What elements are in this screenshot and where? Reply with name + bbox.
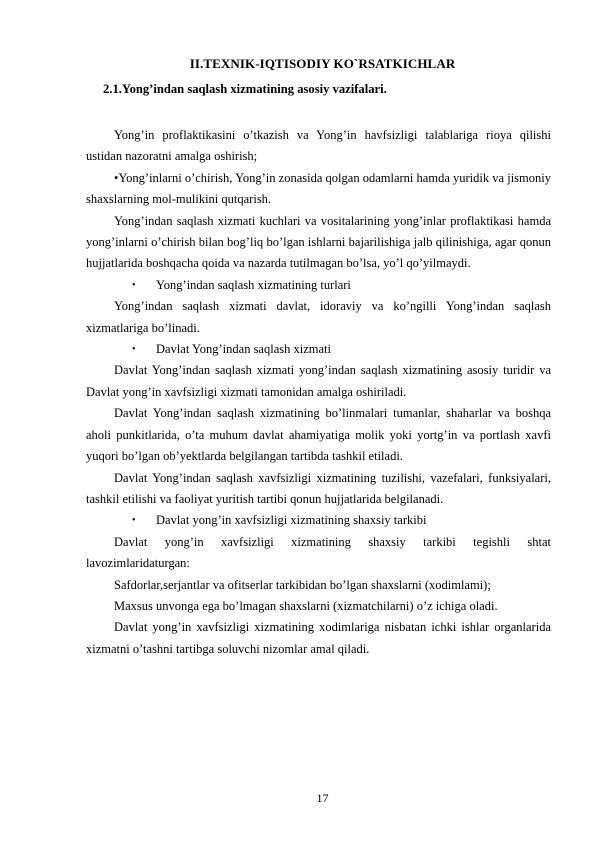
section-heading: II.TEXNIK-IQTISODIY KO`RSATKICHLAR (189, 56, 456, 71)
bullet-text: Yong’indan saqlash xizmatining turlari (156, 277, 351, 292)
paragraph: Safdorlar,serjantlar va ofitserlar tarkibidan bo’lgan shaxslarni (xodimlami); (114, 577, 491, 592)
bullet-item (86, 339, 551, 360)
paragraph: Maxsus unvonga ega bo’lmagan shaxslarni (xizmatchilarni) o’z ichiga oladi. (114, 598, 498, 613)
paragraph: Yong’in proflaktikasini o’tkazish va Yong’in havfsizligi talablariga rioya qilishi ustidan nazoratni amalga oshirish; (86, 128, 551, 164)
bullet-text: Davlat Yong’indan saqlash xizmati (156, 342, 331, 357)
paragraph: Davlat Yong’indan saqlash xavfsizligi xizmatining tuzilishi, vazefalari, funksiyalari, tashkil etilishi va faoliyat yuritish tartibi qonun hujjatlarida belgilanadi. (86, 470, 551, 506)
bullet-icon: • (132, 515, 136, 527)
paragraph: Yong’indan saqlash xizmati davlat, idoraviy va ko’ngilli Yong’indan saqlash xizmatlariga bo’linadi. (86, 299, 551, 335)
subsection-heading: 2.1.Yong’indan saqlash xizmatining asosiy vazifalari. (103, 82, 387, 96)
body-text (86, 125, 551, 660)
bullet-text: Davlat yong’in xavfsizligi xizmatining shaxsiy tarkibi (156, 513, 427, 528)
paragraph: Yong’indan saqlash xizmati kuchlari va vositalarining yong’inlar proflaktikasi hamda yong’inlarni o’chirish bilan bog’liq bo’lgan ishlarni bajarilishiga jalb qilinishiga, agar qonun hujjatlarida boshqacha qoida va nazarda tutilmagan bo’lsa, yo’l qo’yilmaydi. (86, 213, 551, 271)
paragraph: Davlat Yong’indan saqlash xizmatining bo’linmalari tumanlar, shaharlar va boshqa aholi punkitlarida, o’ta muhum davlat ahamiyatiga molik yoki yortg’in va portlash xavfi yuqori bo’lgan ob’yektlarda belgilangan tartibda tashkil etiladi. (86, 406, 551, 464)
bullet-icon: • (132, 279, 136, 291)
bullet-item (86, 510, 551, 531)
bullet-icon: • (132, 344, 136, 356)
paragraph: •Yong’inlarni o’chirish, Yong’in zonasida qolgan odamlarni hamda yuridik va jismoniy shaxslarning mol-mulikini qutqarish. (86, 170, 551, 207)
page-number: 17 (316, 791, 329, 805)
paragraph: Davlat yong’in xavfsizligi xizmatining shaxsiy tarkibi tegishli shtat lavozimlaridaturgan: (86, 534, 551, 571)
bullet-item (86, 275, 551, 296)
paragraph: Davlat Yong’indan saqlash xizmati yong’indan saqlash xizmatining asosiy turidir va Davlat yong’in xavfsizligi xizmati tamonidan amalga oshiriladi. (86, 363, 551, 399)
paragraph: Davlat yong’in xavfsizligi xizmatining xodimlariga nisbatan ichki ishlar organlarida xizmatni o’tashni tartibga soluvchi nizomlar amal qiladi. (86, 620, 551, 656)
